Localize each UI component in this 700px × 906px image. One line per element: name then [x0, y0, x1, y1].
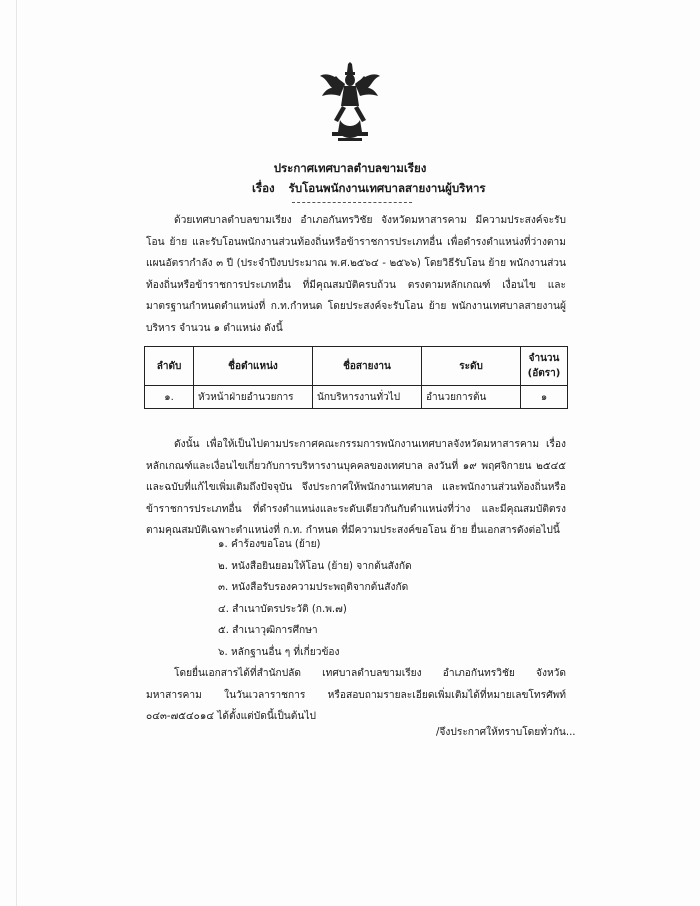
documents-list: [218, 534, 412, 664]
col-position-name: ชื่อตำแหน่ง: [194, 347, 313, 386]
list-item: ๑. คำร้องขอโอน (ย้าย): [218, 539, 321, 550]
col-line-name: ชื่อสายงาน: [313, 347, 422, 386]
closing-line: /จึงประกาศให้ทราบโดยทั่วกัน...: [436, 727, 576, 738]
cell-line-name: นักบริหารงานทั่วไป: [313, 386, 422, 409]
cell-level: อำนวยการต้น: [422, 386, 521, 409]
list-item: ๓. หนังสือรับรองความประพฤติจากต้นสังกัด: [218, 582, 409, 594]
scan-edge-line: [16, 0, 17, 906]
cell-position-name: หัวหน้าฝ่ายอำนวยการ: [194, 386, 313, 409]
subject-text: รับโอนพนักงานเทศบาลสายงานผู้บริหาร: [288, 181, 486, 195]
col-order: ลำดับ: [145, 347, 194, 386]
announcement-title: ประกาศเทศบาลตำบลขามเรียง: [273, 161, 427, 175]
requirements-paragraph: ดังนั้น เพื่อให้เป็นไปตามประกาศคณะกรรมการพนักงานเทศบาลจังหวัดมหาสารคาม เรื่อง หลักเกณฑ์และเงื่อนไขเกี่ยวกับการบริหารงานบุคคลของเทศบาล ลงวันที่ ๑๙ พฤศจิกายน ๒๕๔๕ และฉบับที่แก้ไขเพิ่มเติมถึงปัจจุบัน จึงประกาศให้พนักงานเทศบาล และพนักงานส่วนท้องถิ่นหรือข้าราชการประเภทอื่น ที่ดำรงตำแหน่งและระดับเดียวกันกับตำแหน่งที่ว่าง และมีคุณสมบัติตรงตามคุณสมบัติเฉพาะตำแหน่งที่ ก.ท. กำหนด ที่มีความประสงค์ขอโอน ย้าย ยื่นเอกสารดังต่อไปนี้: [146, 439, 566, 537]
cell-quantity: ๑: [521, 386, 568, 409]
col-level: ระดับ: [422, 347, 521, 386]
submission-paragraph: โดยยื่นเอกสารได้ที่สำนักปลัด เทศบาลตำบลขามเรียง อำเภอกันทรวิชัย จังหวัดมหาสารคาม ในวันเวลาราชการ หรือสอบถามรายละเอียดเพิ่มเติมได้ที่หมายเลขโทรศัพท์ ๐๔๓-๗๕๔๐๑๔ ได้ตั้งแต่บัดนี้เป็นต้นไป: [146, 668, 566, 723]
list-item: ๖. หลักฐานอื่น ๆ ที่เกี่ยวข้อง: [218, 646, 340, 658]
table-header-row: [145, 347, 568, 386]
title-divider: [292, 202, 412, 203]
position-table: [144, 346, 568, 409]
list-item: ๒. หนังสือยินยอมให้โอน (ย้าย) จากต้นสังกัด: [218, 560, 412, 572]
list-item: ๕. สำเนาวุฒิการศึกษา: [218, 625, 318, 637]
col-quantity: [521, 347, 568, 386]
announcement-subject: [252, 180, 486, 198]
subject-label: เรื่อง: [252, 181, 275, 195]
list-item: ๔. สำเนาบัตรประวัติ (ก.พ.๗): [218, 603, 347, 615]
col-quantity-unit: (อัตรา): [527, 368, 561, 379]
garuda-emblem-icon: [318, 62, 382, 144]
col-quantity-label: จำนวน: [528, 353, 560, 364]
cell-order: ๑.: [145, 386, 194, 409]
table-row: [145, 386, 568, 409]
intro-paragraph: ด้วยเทศบาลตำบลขามเรียง อำเภอกันทรวิชัย จังหวัดมหาสารคาม มีความประสงค์จะรับโอน ย้าย และรับโอนพนักงานส่วนท้องถิ่นหรือข้าราชการประเภทอื่น เพื่อดำรงตำแหน่งที่ว่างตามแผนอัตรากำลัง ๓ ปี (ประจำปีงบประมาณ พ.ศ.๒๕๖๔ - ๒๕๖๖) โดยวิธีรับโอน ย้าย พนักงานส่วนท้องถิ่นหรือข้าราชการประเภทอื่น ที่มีคุณสมบัติครบถ้วน ตรงตามหลักเกณฑ์ เงื่อนไข และมาตรฐานกำหนดตำแหน่งที่ ก.ท.กำหนด โดยประสงค์จะรับโอน ย้าย พนักงานเทศบาลสายงานผู้บริหาร จำนวน ๑ ตำแหน่ง ดังนี้: [146, 215, 566, 334]
